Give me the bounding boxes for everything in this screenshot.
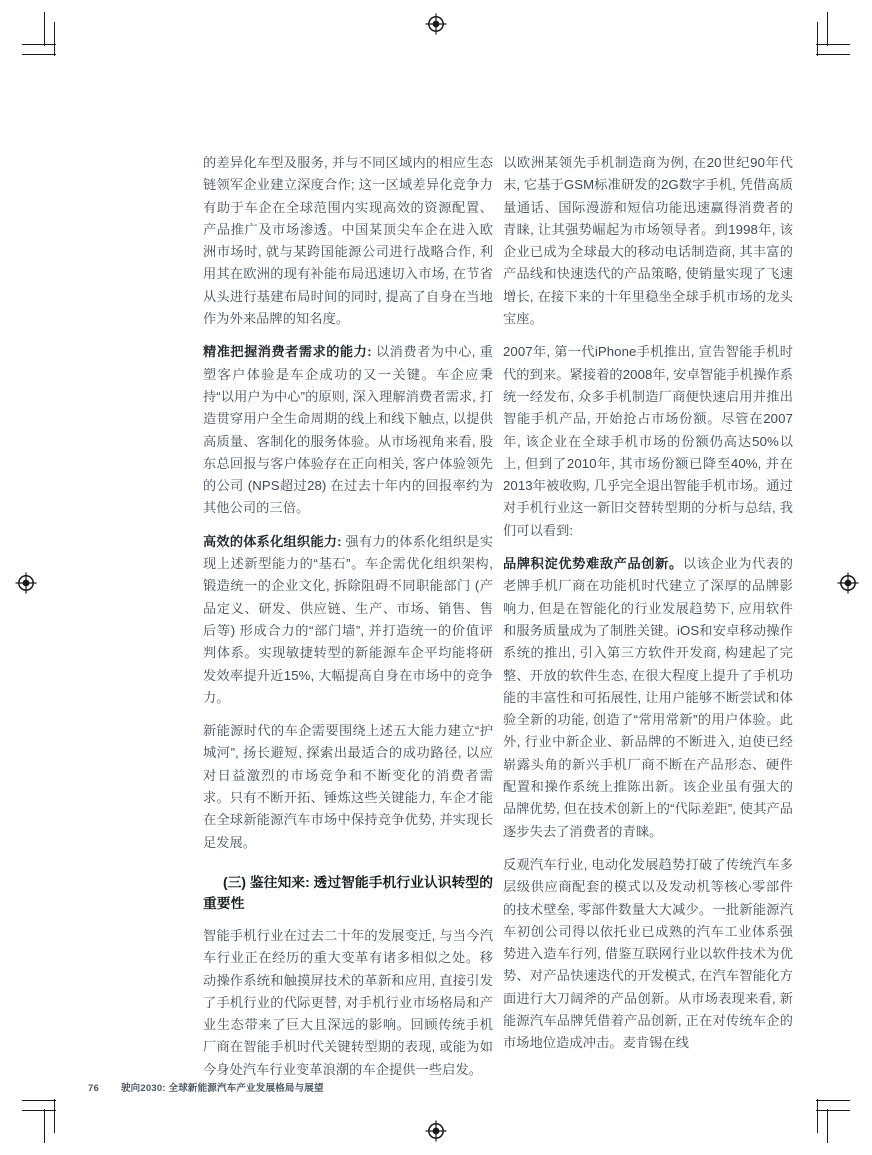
paragraph-text: 以欧洲某领先手机制造商为例, 在20世纪90年代末, 它基于GSM标准研发的2G数字手机, 凭借高质量通话、国际漫游和短信功能迅速赢得消费者的青睐, 让其强势崛起为市场领导者。到1998年, 该企业已成为全球最大的移动电话制造商, 其丰富的产品线和快速迭代的产品策略, 使销量实现了飞速增长, 在接下来的十年里稳坐全球手机市场的龙头宝座。 [503,155,793,327]
section-heading: (三) 鉴往知来: 透过智能手机行业认识转型的重要性 [203,874,493,912]
paragraph-moat [203,720,493,854]
paragraph-smartphone-intro [203,925,493,1081]
paragraph-iphone-era [503,341,793,542]
book-title: 驶向2030: 全球新能源汽车产业发展格局与展望 [120,1083,324,1094]
paragraph-lead-in: 品牌积淀优势难敌产品创新。 [503,556,683,572]
paragraph-text: 强有力的体系化组织是实现上述新型能力的“基石”。车企需优化组织架构, 锻造统一的企业文化, 拆除阻碍不同职能部门 (产品定义、研发、供应链、生产、市场、销售、售后等) 形成合力的“部门墙”, 并打造统一的价值评判体系。实现敏捷转型的新能源车企平均能将研发效率提升近15%, 大幅提高自身在市场中的竞争力。 [203,533,493,705]
paragraph-text: 以该企业为代表的老牌手机厂商在功能机时代建立了深厚的品牌影响力, 但是在智能化的行业发展趋势下, 应用软件和服务质量成为了制胜关键。iOS和安卓移动操作系统的推出, 引入第三方软件开发商, 构建起了完整、开放的软件生态, 在很大程度上提升了手机功能的丰富性和可拓展性, 让用户能够不断尝试和体验全新的功能, 创造了“常用常新”的用户体验。此外, 行业中新企业、新品牌的不断进入, 迫使已经崭露头角的新兴手机厂商不断在产品形态、硬件配置和操作系统上推陈出新。该企业虽有强大的品牌优势, 但在技术创新上的“代际差距”, 使其产品逐步失去了消费者的青睐。 [503,556,793,839]
paragraph-text: 的差异化车型及服务, 并与不同区域内的相应生态链领军企业建立深度合作; 这一区域差异化竞争力有助于车企在全球范围内实现高效的资源配置、产品推广及市场渗透。中国某顶尖车企在进入欧洲市场时, 就与某跨国能源公司进行战略合作, 利用其在欧洲的现有补能布局迅速切入市场, 在节省从头进行基建布局时间的同时, 提高了自身在当地作为外来品牌的知名度。 [203,155,493,327]
paragraph-organization [203,531,493,709]
text-column-left [203,152,493,1081]
paragraph-text: 2007年, 第一代iPhone手机推出, 宣告智能手机时代的到来。紧接着的2008年, 安卓智能手机操作系统一经发布, 众多手机制造厂商便快速启用并推出智能手机产品, 开始抢占市场份额。尽管在2007年, 该企业在全球手机市场的份额仍高达50%以上, 但到了2010年, 其市场份额已降至40%, 并在2013年被收购, 几乎完全退出智能手机市场。通过对手机行业这一新旧交替转型期的分析与总结, 我们可以看到: [503,344,793,538]
paragraph-brand-vs-innovation [503,553,793,843]
page-number: 76 [88,1083,99,1094]
text-column-right [503,152,793,1055]
paragraph-text: 反观汽车行业, 电动化发展趋势打破了传统汽车多层级供应商配套的模式以及发动机等核心零部件的技术壁垒, 零部件数量大大减少。一批新能源汽车初创公司得以依托业已成熟的汽车工业体系强势进入造车行列, 借鉴互联网行业以软件技术为优势、对产品快速迭代的开发模式, 在汽车智能化方面进行大刀阔斧的产品创新。从市场表现来看, 新能源汽车品牌凭借着产品创新, 正在对传统车企的市场地位造成冲击。麦肯锡在线 [503,856,793,1051]
paragraph-lead-in: 精准把握消费者需求的能力: [203,344,372,360]
paragraph-auto-parallel [503,854,793,1055]
page-footer [88,1080,324,1094]
paragraph-nokia-rise [503,152,793,330]
paragraph-text: 智能手机行业在过去二十年的发展变迁, 与当今汽车行业正在经历的重大变革有诸多相似之处。移动操作系统和触摸屏技术的革新和应用, 直接引发了手机行业的代际更替, 对手机行业市场格局和产业生态带来了巨大且深远的影响。回顾传统手机厂商在智能手机时代关键转型期的表现, 或能为如今身处汽车行业变革浪潮的车企提供一些启发。 [203,927,493,1077]
paragraph-text: 以消费者为中心, 重塑客户体验是车企成功的又一关键。车企应秉持“以用户为中心”的原则, 深入理解消费者需求, 打造贯穿用户全生命周期的线上和线下触点, 以提供高质量、客制化的服务体验。从市场视角来看, 股东总回报与客户体验存在正向相关, 客户体验领先的公司 (NPS超过28) 在过去十年内的回报率约为其他公司的三倍。 [203,344,493,516]
paragraph-consumer-demand [203,341,493,519]
paragraph-continuation [203,152,493,330]
paragraph-lead-in: 高效的体系化组织能力: [203,533,342,549]
paragraph-text: 新能源时代的车企需要围绕上述五大能力建立“护城河”, 扬长避短, 探索出最适合的成功路径, 以应对日益激烈的市场竞争和不断变化的消费者需求。只有不断开拓、锤炼这些关键能力, 车企才能在全球新能源汽车市场中保持竞争优势, 并实现长足发展。 [203,723,493,850]
